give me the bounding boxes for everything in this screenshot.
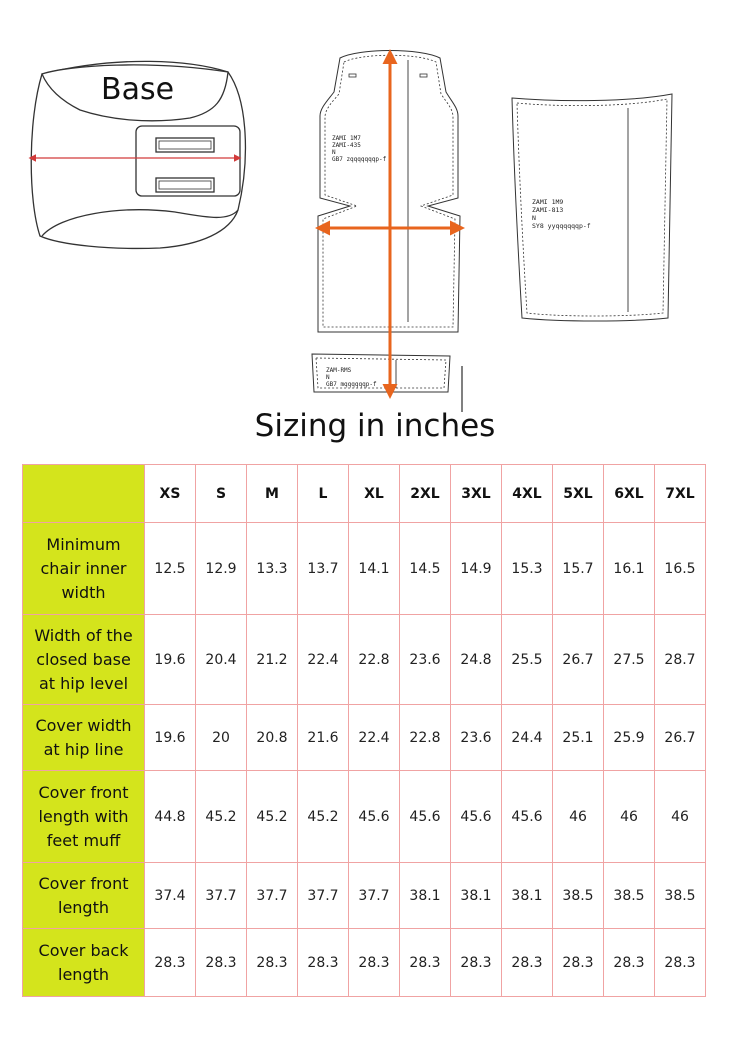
muff-text-1: ZAM-RMS — [326, 367, 352, 374]
value-cell: 45.2 — [298, 771, 349, 863]
page-title: Sizing in inches — [254, 408, 496, 444]
value-cell: 15.7 — [553, 523, 604, 615]
value-cell: 28.3 — [400, 929, 451, 997]
value-cell: 45.6 — [349, 771, 400, 863]
value-cell: 46 — [655, 771, 706, 863]
value-cell: 28.3 — [196, 929, 247, 997]
value-cell: 28.7 — [655, 615, 706, 705]
value-cell: 12.5 — [145, 523, 196, 615]
front-pattern-drawing — [312, 51, 462, 413]
size-header: L — [298, 465, 349, 523]
value-cell: 22.8 — [349, 615, 400, 705]
value-cell: 21.2 — [247, 615, 298, 705]
row-label: Cover width at hip line — [23, 705, 145, 771]
value-cell: 37.7 — [196, 863, 247, 929]
value-cell: 20.4 — [196, 615, 247, 705]
size-header: 4XL — [502, 465, 553, 523]
size-header: XL — [349, 465, 400, 523]
value-cell: 12.9 — [196, 523, 247, 615]
value-cell: 28.3 — [451, 929, 502, 997]
row-label: Minimum chair inner width — [23, 523, 145, 615]
value-cell: 22.4 — [298, 615, 349, 705]
value-cell: 37.7 — [247, 863, 298, 929]
front-text-3: N — [332, 149, 336, 156]
value-cell: 28.3 — [247, 929, 298, 997]
value-cell: 19.6 — [145, 615, 196, 705]
value-cell: 20 — [196, 705, 247, 771]
value-cell: 45.2 — [247, 771, 298, 863]
row-label: Cover front length with feet muff — [23, 771, 145, 863]
table-row — [23, 863, 706, 929]
back-text-4: SY8 yyqqqqqqp-f — [532, 222, 591, 230]
muff-text-2: N — [326, 374, 330, 381]
table-header-row — [23, 465, 706, 523]
row-label: Width of the closed base at hip level — [23, 615, 145, 705]
value-cell: 28.3 — [145, 929, 196, 997]
front-text-4: GB7 zqqqqqqqp-f — [332, 156, 387, 163]
base-label: Base — [101, 72, 175, 107]
size-header: XS — [145, 465, 196, 523]
back-text-1: ZAMI 1M9 — [532, 198, 564, 206]
value-cell: 46 — [553, 771, 604, 863]
back-text-2: ZAMI-813 — [532, 206, 564, 214]
pattern-illustration — [0, 0, 750, 420]
value-cell: 22.4 — [349, 705, 400, 771]
table-row — [23, 771, 706, 863]
header-corner-cell — [23, 465, 145, 523]
value-cell: 38.1 — [451, 863, 502, 929]
row-label: Cover front length — [23, 863, 145, 929]
front-text-1: ZAMI 1M7 — [332, 135, 361, 142]
value-cell: 38.5 — [553, 863, 604, 929]
value-cell: 24.8 — [451, 615, 502, 705]
table-row — [23, 929, 706, 997]
value-cell: 14.9 — [451, 523, 502, 615]
value-cell: 45.2 — [196, 771, 247, 863]
value-cell: 23.6 — [451, 705, 502, 771]
value-cell: 20.8 — [247, 705, 298, 771]
value-cell: 38.1 — [400, 863, 451, 929]
size-header: M — [247, 465, 298, 523]
row-label: Cover back length — [23, 929, 145, 997]
value-cell: 14.1 — [349, 523, 400, 615]
sizing-table — [22, 464, 706, 997]
value-cell: 37.7 — [298, 863, 349, 929]
value-cell: 13.3 — [247, 523, 298, 615]
value-cell: 16.5 — [655, 523, 706, 615]
table-row — [23, 615, 706, 705]
value-cell: 22.8 — [400, 705, 451, 771]
table-row — [23, 523, 706, 615]
value-cell: 19.6 — [145, 705, 196, 771]
value-cell: 28.3 — [349, 929, 400, 997]
front-text-2: ZAMI-435 — [332, 142, 361, 149]
value-cell: 28.3 — [502, 929, 553, 997]
muff-text-3: GB7 mqqqqqqp-f — [326, 381, 377, 388]
value-cell: 45.6 — [400, 771, 451, 863]
value-cell: 21.6 — [298, 705, 349, 771]
value-cell: 37.7 — [349, 863, 400, 929]
value-cell: 26.7 — [655, 705, 706, 771]
size-header: 6XL — [604, 465, 655, 523]
value-cell: 46 — [604, 771, 655, 863]
value-cell: 24.4 — [502, 705, 553, 771]
value-cell: 28.3 — [298, 929, 349, 997]
value-cell: 37.4 — [145, 863, 196, 929]
value-cell: 25.1 — [553, 705, 604, 771]
size-header: S — [196, 465, 247, 523]
value-cell: 15.3 — [502, 523, 553, 615]
value-cell: 25.9 — [604, 705, 655, 771]
value-cell: 23.6 — [400, 615, 451, 705]
value-cell: 38.5 — [604, 863, 655, 929]
value-cell: 45.6 — [451, 771, 502, 863]
value-cell: 44.8 — [145, 771, 196, 863]
value-cell: 38.1 — [502, 863, 553, 929]
value-cell: 26.7 — [553, 615, 604, 705]
value-cell: 28.3 — [655, 929, 706, 997]
value-cell: 13.7 — [298, 523, 349, 615]
value-cell: 28.3 — [553, 929, 604, 997]
size-header: 7XL — [655, 465, 706, 523]
size-header: 5XL — [553, 465, 604, 523]
value-cell: 14.5 — [400, 523, 451, 615]
value-cell: 27.5 — [604, 615, 655, 705]
value-cell: 16.1 — [604, 523, 655, 615]
back-text-3: N — [532, 214, 536, 222]
value-cell: 25.5 — [502, 615, 553, 705]
table-row — [23, 705, 706, 771]
value-cell: 28.3 — [604, 929, 655, 997]
value-cell: 38.5 — [655, 863, 706, 929]
value-cell: 45.6 — [502, 771, 553, 863]
size-header: 3XL — [451, 465, 502, 523]
size-header: 2XL — [400, 465, 451, 523]
